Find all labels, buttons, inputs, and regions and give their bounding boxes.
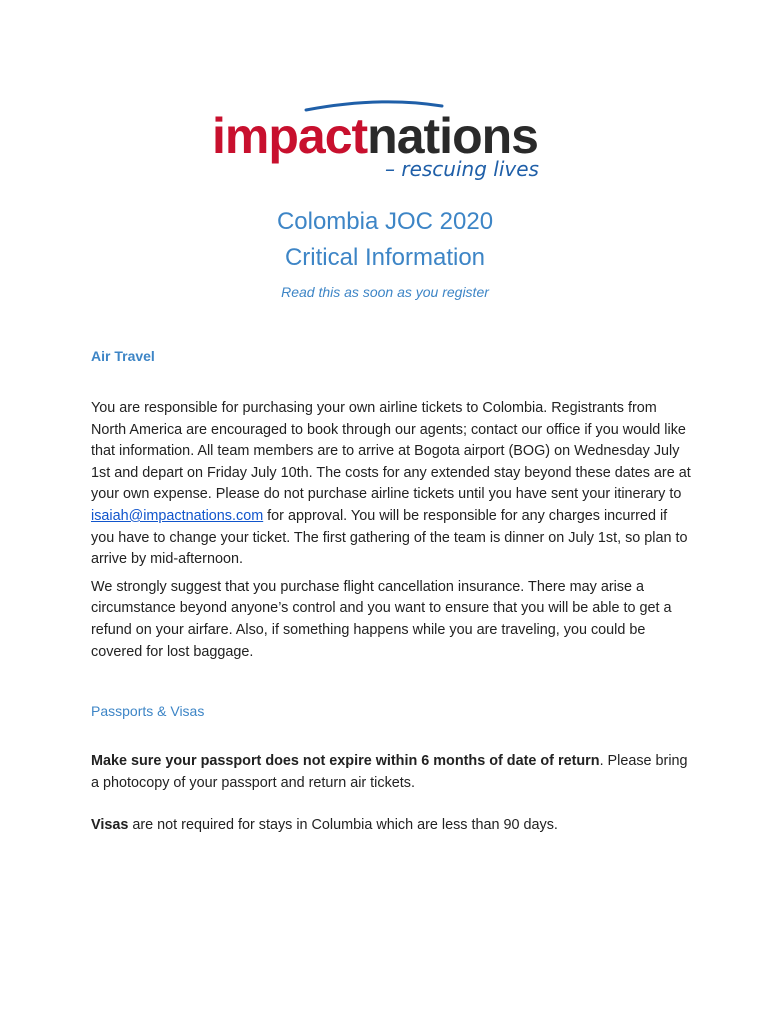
visa-paragraph <box>91 815 691 837</box>
document-title: Colombia JOC 2020 <box>276 208 494 235</box>
air-travel-p1-text-cont: for approval. You will be responsible for any charges incurred if you have to change your ticket. The first gathering of the team is dinner on July 1st, so plan to arrive by mid-afternoon. <box>91 507 688 568</box>
air-travel-p1-text: You are responsible for purchasing your own airline tickets to Colombia. Registrants from North America are encouraged to book through our agents; contact our office if you would like that information. All team members are to arrive at Bogota airport (BOG) on Wednesday July 1st and depart on Friday July 10th. The costs for any extended stay beyond these dates are at your own expense. Please do not purchase airline tickets until you have sent your itinerary to <box>91 400 691 503</box>
document-header <box>0 204 770 300</box>
email-link[interactable]: isaiah@impactnations.com <box>91 507 264 524</box>
passports-heading: Passports & Visas <box>91 703 205 720</box>
document-title-line2: Critical Information <box>284 244 486 271</box>
logo-word-impact: impact <box>212 108 368 164</box>
air-travel-heading: Air Travel <box>91 348 155 364</box>
visa-paragraph-rest: are not required for stays in Columbia which are less than 90 days. <box>128 817 558 834</box>
logo-graphic <box>210 98 560 184</box>
air-travel-paragraph-1 <box>91 398 691 571</box>
impact-nations-logo <box>210 98 560 184</box>
document-subtitle: Read this as soon as you register <box>281 284 489 300</box>
logo-tagline: – rescuing lives <box>385 157 539 181</box>
air-travel-paragraph-2: We strongly suggest that you purchase flight cancellation insurance. There may arise a circumstance beyond anyone’s control and you want to ensure that you will be able to get a refund on your airfare. Also, if something happens while you are traveling, you could be covered for lost baggage. <box>91 578 672 660</box>
document-body <box>91 346 691 837</box>
svg-text:impactnations <box>212 108 538 164</box>
passport-paragraph-rest: . Please bring a photocopy of your passport and return air tickets. <box>91 753 688 791</box>
passport-expiry-note: Make sure your passport does not expire within 6 months of date of return <box>91 753 600 770</box>
passport-paragraph <box>91 751 691 794</box>
visa-label: Visas <box>91 817 129 834</box>
logo-word-nations: nations <box>367 108 538 164</box>
